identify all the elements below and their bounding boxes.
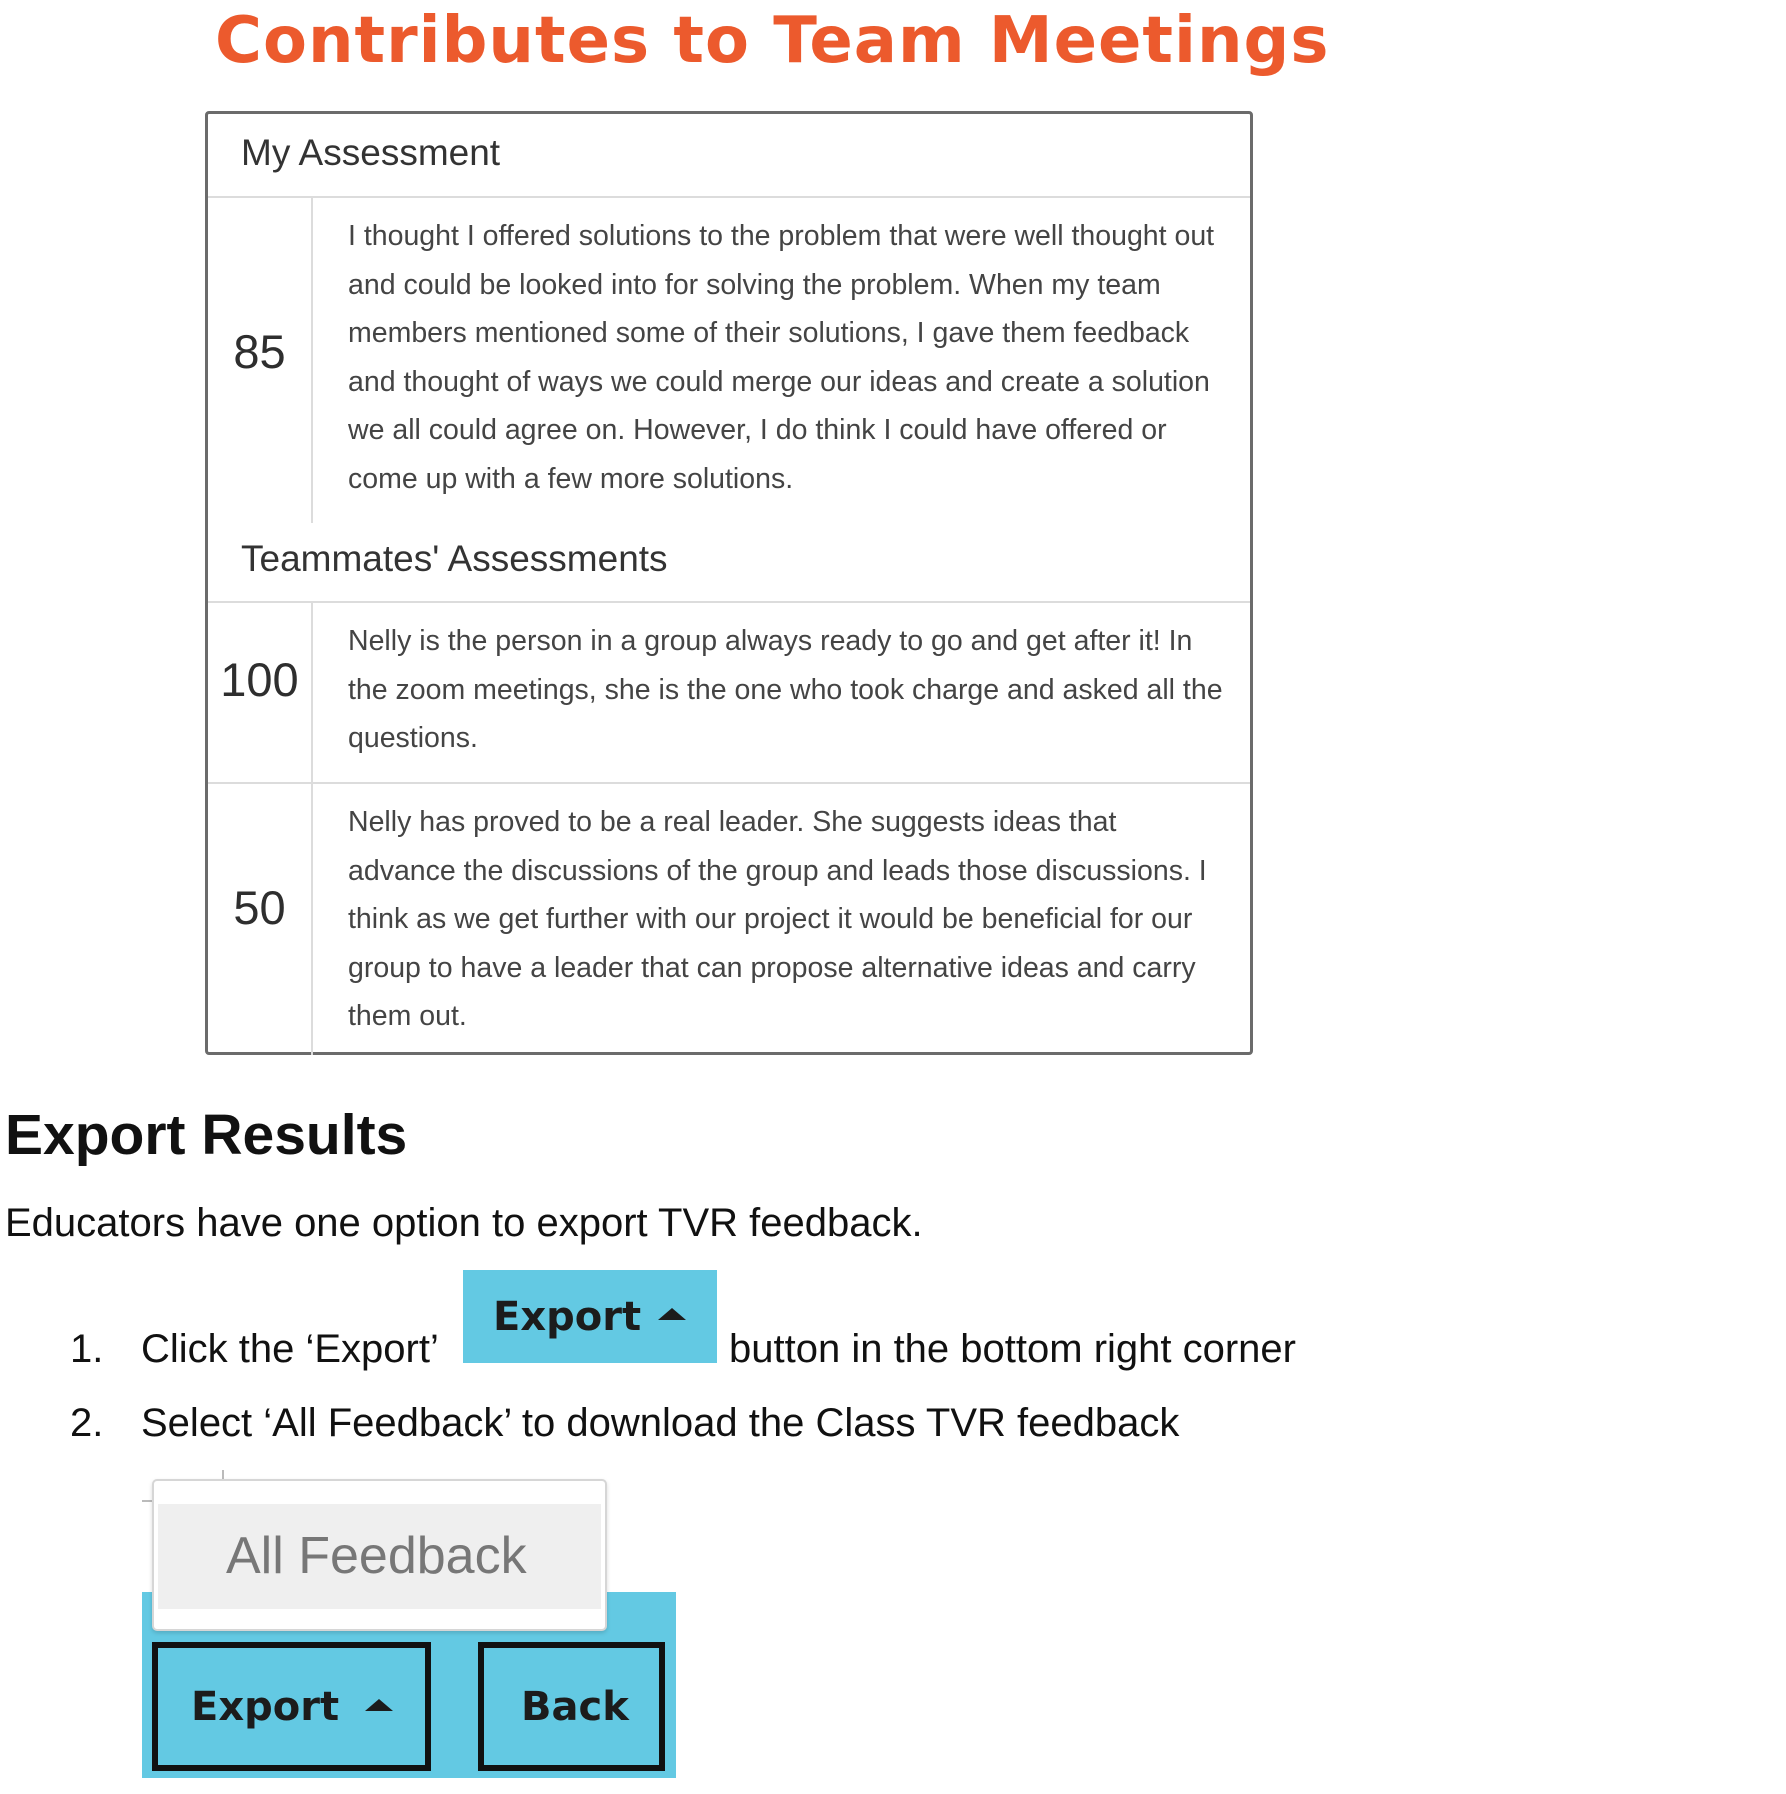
caret-up-icon bbox=[658, 1308, 686, 1320]
score-divider bbox=[311, 198, 313, 523]
step-text: Select ‘All Feedback’ to download the Class TVR feedback bbox=[141, 1401, 1180, 1445]
teammates-assessments-heading: Teammates' Assessments bbox=[241, 538, 668, 579]
divider bbox=[208, 782, 1250, 784]
caret-up-icon bbox=[365, 1699, 393, 1711]
divider bbox=[208, 601, 1250, 603]
export-button-label: Export bbox=[493, 1294, 642, 1340]
divider bbox=[208, 196, 1250, 198]
teammate-comment-1: Nelly is the person in a group always ready to go and get after it! In the zoom meetings, she is the one who took charge and asked all the questions. bbox=[348, 625, 1223, 754]
export-dropdown-menu bbox=[152, 1479, 607, 1631]
step-text: Click the ‘Export’ bbox=[141, 1327, 439, 1371]
my-comment: I thought I offered solutions to the problem that were well thought out and could be looked into for solving the problem. When my team members mentioned some of their solutions, I gave them feedback and thought of ways we could merge our ideas and create a solution we all could agree on. However, I do think I could have offered or come up with a few more solutions. bbox=[348, 220, 1215, 495]
assessment-card bbox=[205, 111, 1253, 1055]
teammate-score-2: 50 bbox=[233, 881, 286, 934]
my-assessment-heading: My Assessment bbox=[241, 132, 501, 173]
step-text: button in the bottom right corner bbox=[729, 1327, 1296, 1371]
export-results-heading: Export Results bbox=[5, 1103, 408, 1167]
export-button-label: Export bbox=[191, 1684, 340, 1730]
criterion-title: Contributes to Team Meetings bbox=[215, 4, 1330, 78]
menu-item-label: All Feedback bbox=[226, 1527, 527, 1585]
intro-paragraph: Educators have one option to export TVR feedback. bbox=[5, 1201, 923, 1245]
menu-item-all-feedback[interactable] bbox=[158, 1504, 601, 1609]
inline-export-button[interactable] bbox=[463, 1270, 717, 1363]
step-number: 2. bbox=[70, 1401, 104, 1445]
back-button[interactable] bbox=[478, 1642, 665, 1771]
export-button[interactable] bbox=[152, 1642, 431, 1771]
score-divider bbox=[311, 603, 313, 1055]
step-number: 1. bbox=[70, 1327, 104, 1371]
back-button-label: Back bbox=[521, 1684, 629, 1730]
my-score: 85 bbox=[233, 325, 286, 378]
teammate-score-1: 100 bbox=[220, 653, 299, 706]
teammate-comment-2: Nelly has proved to be a real leader. She suggests ideas that advance the discussions of the group and leads those discussions. I think as we get further with our project it would be beneficial for our group to have a leader that can propose alternative ideas and carry them out. bbox=[348, 806, 1207, 1032]
